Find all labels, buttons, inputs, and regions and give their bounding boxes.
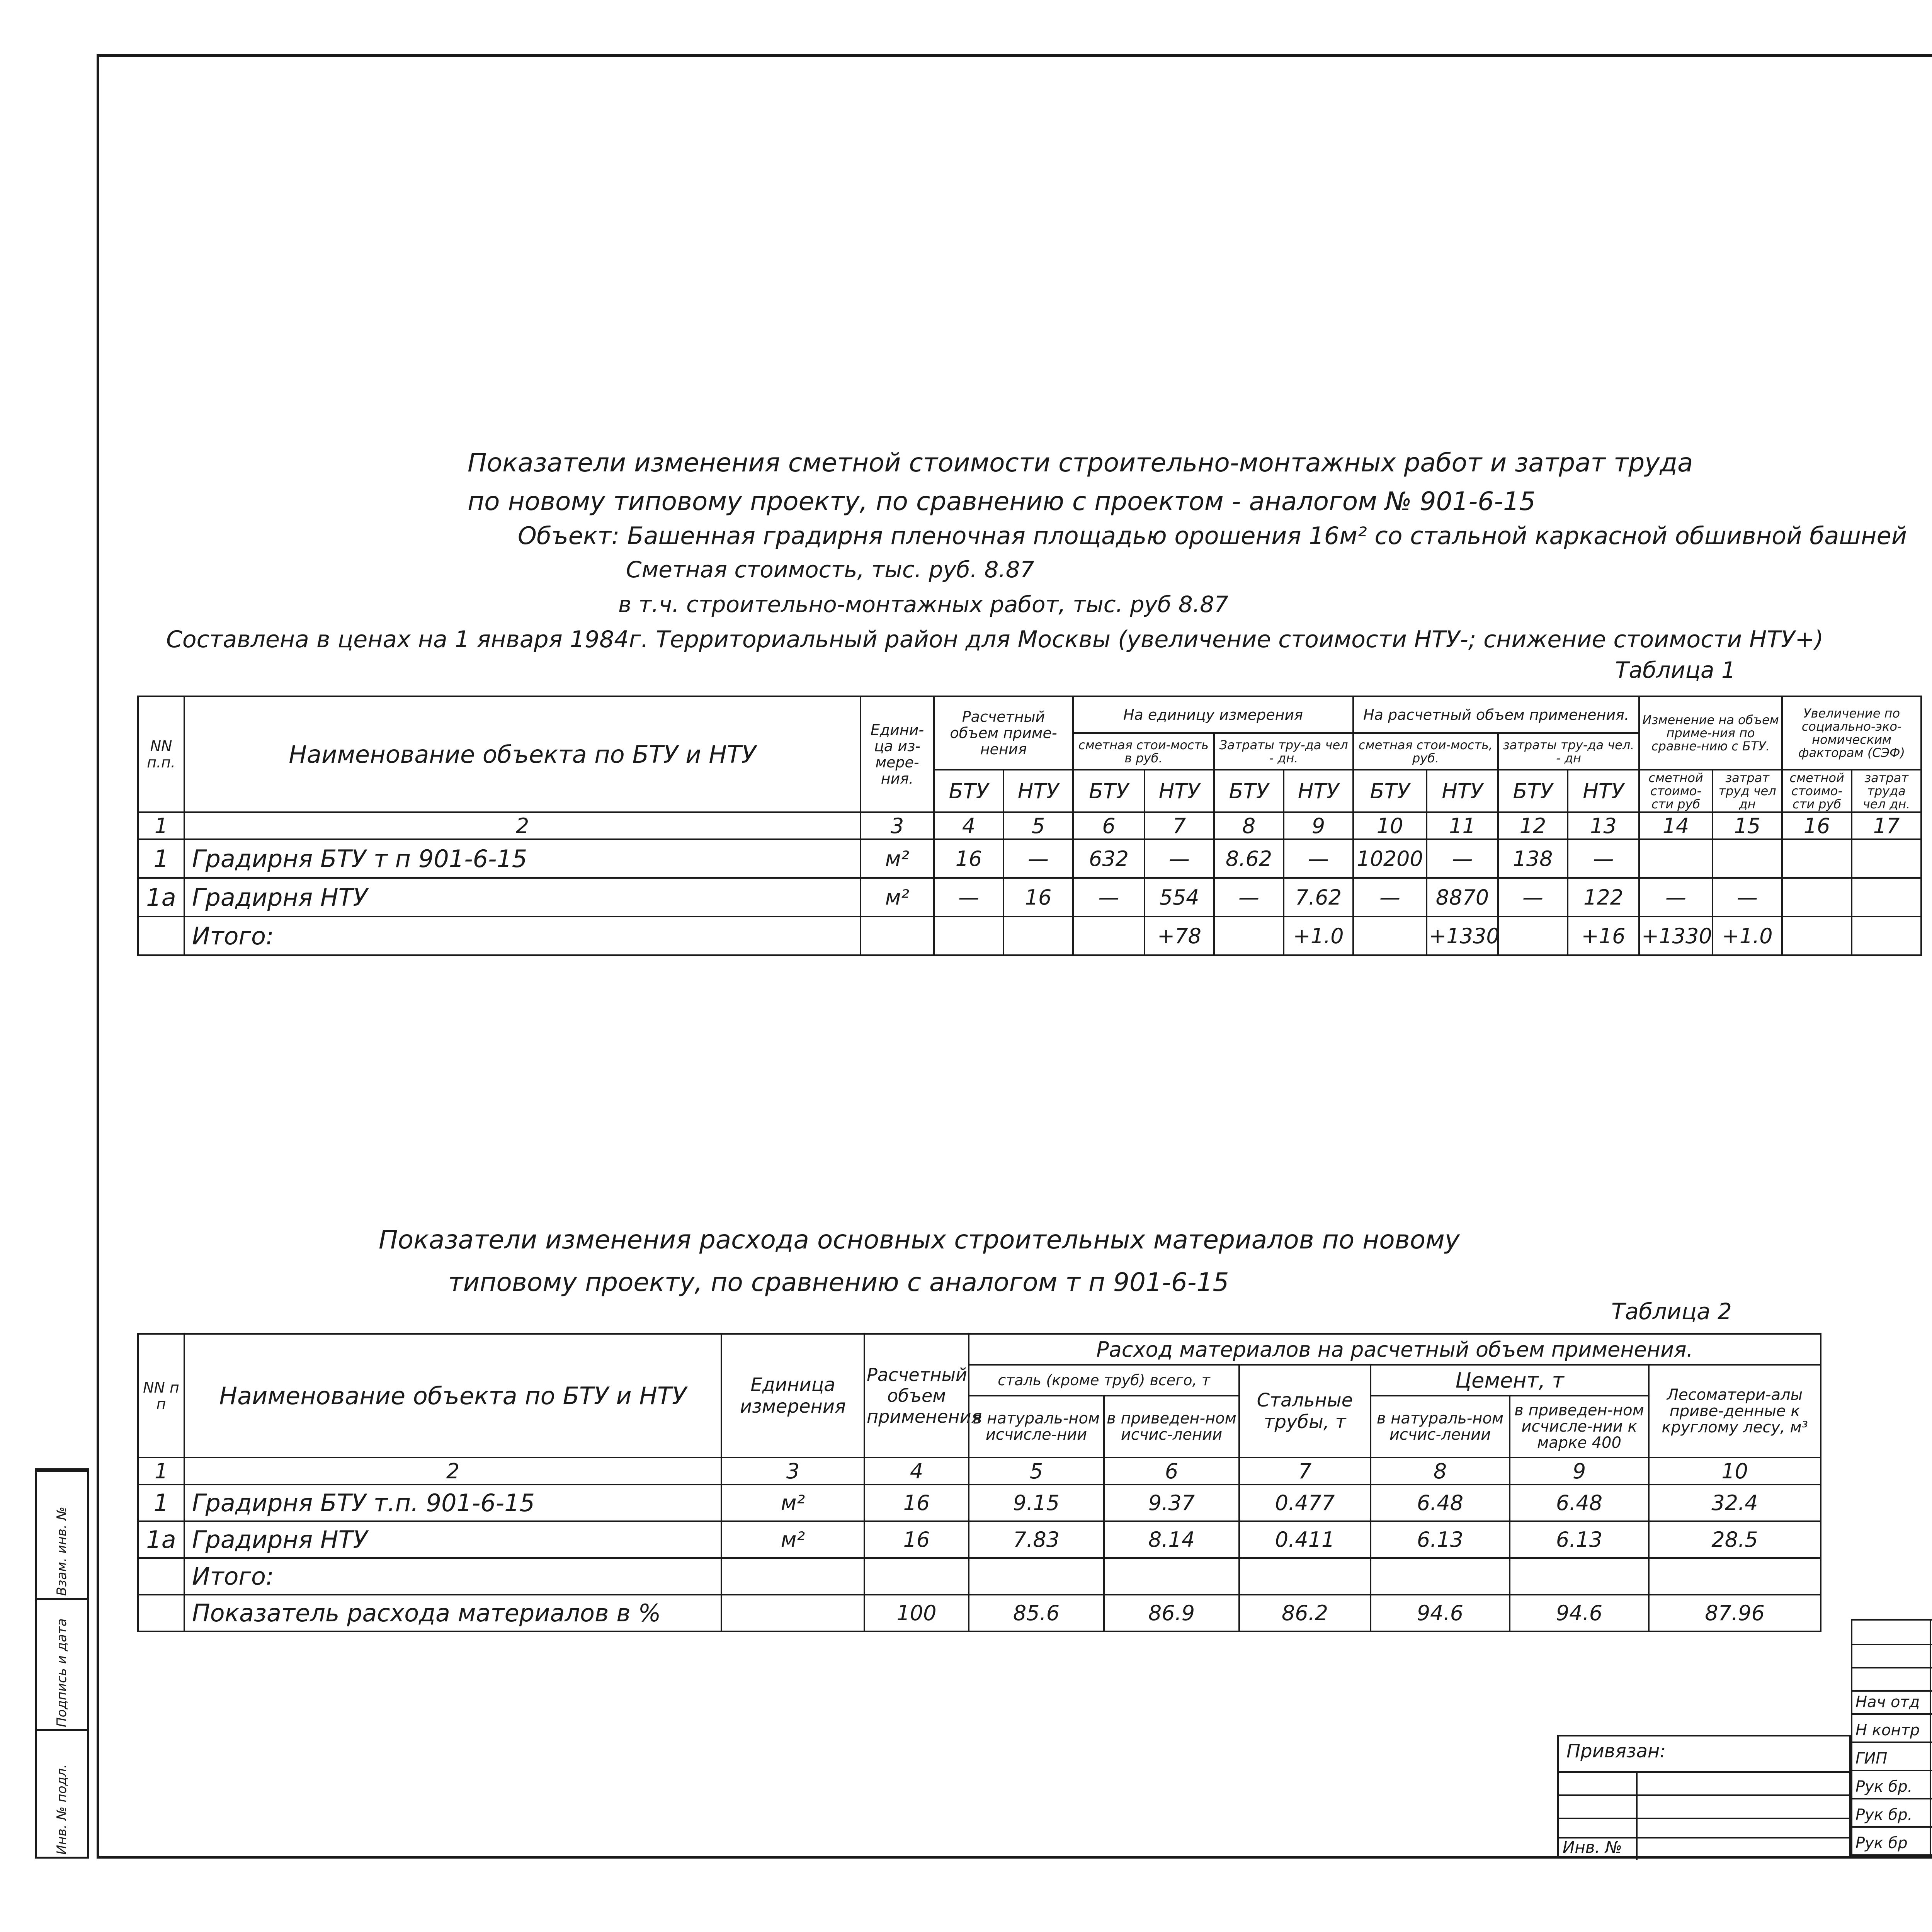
t2-row-cell: 86.2 [1239,1595,1371,1631]
t1-h-per-unit-cost: сметная стои-мость в руб. [1073,733,1214,770]
stamp-role-row [1852,1747,1932,1771]
t1-col-number: 16 [1782,812,1852,839]
t2-col-number: 8 [1371,1458,1510,1485]
table-row [138,1558,1821,1595]
t1-h-total-cost: сметная стои-мость, руб. [1353,733,1498,770]
t2-h-cement-red: в приведен-ном исчисле-нии к марке 400 [1510,1396,1649,1458]
t1-row-cell: +1330 [1427,917,1498,955]
t1-h-ntu: НТУ [1145,770,1214,812]
table-row [138,1521,1821,1558]
stamp-role-row [1852,1690,1932,1715]
side-sign-label: Подпись и дата [54,1618,70,1727]
t1-h-change-cost: сметной стоимо-сти руб [1639,770,1713,812]
t2-col-number: 3 [721,1458,864,1485]
t1-row-cell: м² [861,839,934,878]
t1-col-number: 1 [138,812,184,839]
t1-h-change: Изменение на объем приме-ния по сравне-нию с БТУ. [1639,696,1782,770]
t1-h-btu: БТУ [1353,770,1427,812]
t1-h-per-unit: На единицу измерения [1073,696,1353,733]
table1-prices-note: Составлена в ценах на 1 января 1984г. Территориальный район для Москвы (увеличение стоимости НТУ-; снижение стоимости НТУ+) [166,626,1824,653]
t1-row-name: Градирня БТУ т п 901-6-15 [184,839,861,878]
t1-row-cell: 8870 [1427,878,1498,917]
t1-col-number: 13 [1568,812,1639,839]
t2-h-nn: NN п п [138,1334,184,1458]
t2-h-volume: Расчетный объем применения [864,1334,969,1458]
t1-row-cell [1852,917,1921,955]
t1-col-number: 8 [1214,812,1284,839]
t1-row-cell: — [1353,878,1427,917]
table1-heading-line1: Показатели изменения сметной стоимости строительно-монтажных работ и затрат труда [468,448,1693,478]
t2-col-number: 9 [1510,1458,1649,1485]
t1-row-cell [1852,878,1921,917]
t1-row-cell: 16 [934,839,1003,878]
t1-row-cell [1073,917,1145,955]
stamp-role: Нач отд [1855,1693,1920,1711]
t1-h-change-labor: затрат труд чел дн [1713,770,1782,812]
t2-row-nn: 1 [138,1485,184,1521]
table1-object: Объект: Башенная градирня пленочная площадью орошения 16м² со стальной каркасной обшивной башней [518,522,1907,550]
t1-row-cell: 632 [1073,839,1145,878]
t1-row-cell: — [1003,839,1073,878]
title-block [1851,1619,1932,1859]
t2-row-cell: 87.96 [1649,1595,1821,1631]
t1-row-cell: 122 [1568,878,1639,917]
t2-col-number: 1 [138,1458,184,1485]
t2-col-number: 4 [864,1458,969,1485]
t1-row-cell [1498,917,1568,955]
t2-h-steel: сталь (кроме труб) всего, т [969,1365,1239,1396]
t1-col-number: 10 [1353,812,1427,839]
t1-h-btu: БТУ [1073,770,1145,812]
t1-row-cell: 8.62 [1214,839,1284,878]
t2-col-number: 10 [1649,1458,1821,1485]
t1-h-ntu: НТУ [1568,770,1639,812]
t1-col-number: 6 [1073,812,1145,839]
t2-row-cell [1649,1558,1821,1595]
t2-row-cell: 100 [864,1595,969,1631]
t2-h-name: Наименование объекта по БТУ и НТУ [184,1334,721,1458]
table1-smr-cost: в т.ч. строительно-монтажных работ, тыс. руб 8.87 [618,591,1229,617]
t1-h-ntu: НТУ [1427,770,1498,812]
t2-row-cell [1104,1558,1239,1595]
t2-h-wood: Лесоматери-алы приве-денные к круглому лесу, м³ [1649,1365,1821,1458]
t2-row-cell: 0.477 [1239,1485,1371,1521]
table2-heading-line2: типовому проекту, по сравнению с аналогом т п 901-6-15 [448,1267,1229,1297]
t2-row-cell: 6.13 [1510,1521,1649,1558]
t1-col-number: 14 [1639,812,1713,839]
t1-row-cell [861,917,934,955]
t2-row-cell: 0.411 [1239,1521,1371,1558]
t1-h-volume: Расчетный объем приме-нения [934,696,1073,770]
t1-row-cell: — [934,878,1003,917]
t1-row-cell [934,917,1003,955]
t1-col-number: 5 [1003,812,1073,839]
t1-h-btu: БТУ [1498,770,1568,812]
t1-col-number: 17 [1852,812,1921,839]
t1-col-number: 3 [861,812,934,839]
t1-row-cell: 554 [1145,878,1214,917]
t1-row-cell: +1.0 [1284,917,1353,955]
t2-row-name: Итого: [184,1558,721,1595]
t1-h-btu: БТУ [934,770,1003,812]
t1-row-cell: +78 [1145,917,1214,955]
t1-row-cell: 138 [1498,839,1568,878]
t1-row-nn: 1а [138,878,184,917]
t2-row-cell: 94.6 [1371,1595,1510,1631]
t1-row-cell: — [1498,878,1568,917]
table1-heading-line2: по новому типовому проекту, по сравнению с проектом - аналогом № 901-6-15 [468,486,1536,516]
t1-h-name: Наименование объекта по БТУ и НТУ [184,696,861,812]
t2-row-cell: 86.9 [1104,1595,1239,1631]
t2-row-cell: 9.15 [969,1485,1104,1521]
t1-row-cell [1782,839,1852,878]
table2 [137,1333,1821,1632]
t1-row-cell: 7.62 [1284,878,1353,917]
t2-row-name: Градирня НТУ [184,1521,721,1558]
t1-row-cell [1852,839,1921,878]
t1-row-cell [1782,917,1852,955]
t2-row-cell: 8.14 [1104,1521,1239,1558]
t2-row-nn [138,1558,184,1595]
t2-row-cell [1371,1558,1510,1595]
t2-col-number: 6 [1104,1458,1239,1485]
t2-row-cell: 94.6 [1510,1595,1649,1631]
t2-row-cell [969,1558,1104,1595]
t1-row-cell: — [1073,878,1145,917]
t2-row-cell [721,1558,864,1595]
t2-col-number: 5 [969,1458,1104,1485]
t2-col-number: 7 [1239,1458,1371,1485]
t1-row-cell [1353,917,1427,955]
privyazka-box [1557,1735,1851,1859]
t2-row-cell: м² [721,1485,864,1521]
side-podl-label: Инв. № подл. [54,1764,70,1855]
t2-row-nn: 1а [138,1521,184,1558]
t1-h-ntu: НТУ [1003,770,1073,812]
stamp-role: Рук бр. [1855,1778,1913,1796]
stamp-role-row [1852,1718,1932,1743]
t1-row-cell: — [1713,878,1782,917]
t1-row-cell [1214,917,1284,955]
side-inv-label: Взам. инв. № [54,1507,70,1596]
table-row [138,878,1921,917]
t1-row-cell [1782,878,1852,917]
privyazan-label: Привязан: [1566,1740,1666,1762]
t1-h-increase-labor: затрат труда чел дн. [1852,770,1921,812]
t2-col-number: 2 [184,1458,721,1485]
t2-row-cell: 6.13 [1371,1521,1510,1558]
t2-h-pipes: Стальные трубы, т [1239,1365,1371,1458]
t1-row-cell: — [1145,839,1214,878]
t2-row-cell: 9.37 [1104,1485,1239,1521]
table2-label: Таблица 2 [1611,1298,1732,1325]
t1-h-btu: БТУ [1214,770,1284,812]
stamp-role: Рук бр. [1855,1806,1913,1824]
t1-row-cell [1713,839,1782,878]
t1-row-cell: +16 [1568,917,1639,955]
stamp-role-row [1852,1803,1932,1828]
t2-row-cell [864,1558,969,1595]
table1-cost: Сметная стоимость, тыс. руб. 8.87 [626,556,1034,583]
t1-h-increase-cost: сметной стоимо-сти руб [1782,770,1852,812]
t1-column-numbers [138,812,1921,839]
t1-col-number: 2 [184,812,861,839]
t2-row-cell: 28.5 [1649,1521,1821,1558]
t1-row-name: Градирня НТУ [184,878,861,917]
t2-row-cell: 7.83 [969,1521,1104,1558]
inv-label: Инв. № [1563,1838,1622,1857]
stamp-role-row [1852,1831,1932,1856]
t2-row-cell [1239,1558,1371,1595]
t2-h-cement: Цемент, т [1371,1365,1649,1396]
t1-row-cell: +1330 [1639,917,1713,955]
t1-col-number: 12 [1498,812,1568,839]
t1-h-total-labor: затраты тру-да чел. - дн [1498,733,1639,770]
t2-row-cell: 85.6 [969,1595,1104,1631]
table-row [138,839,1921,878]
t1-row-cell: 10200 [1353,839,1427,878]
t2-h-steel-nat: в натураль-ном исчисле-нии [969,1396,1104,1458]
t2-h-unit: Единица измерения [721,1334,864,1458]
stamp-role: ГИП [1855,1750,1888,1767]
t1-row-name: Итого: [184,917,861,955]
t1-h-total: На расчетный объем применения. [1353,696,1639,733]
t2-row-name: Показатель расхода материалов в % [184,1595,721,1631]
t2-row-cell: 16 [864,1485,969,1521]
t1-col-number: 11 [1427,812,1498,839]
t2-h-steel-red: в приведен-ном исчис-лении [1104,1396,1239,1458]
stamp-role: Рук бр [1855,1834,1908,1852]
t1-row-nn [138,917,184,955]
t1-h-ntu: НТУ [1284,770,1353,812]
t1-col-number: 7 [1145,812,1214,839]
t2-row-name: Градирня БТУ т.п. 901-6-15 [184,1485,721,1521]
t1-col-number: 9 [1284,812,1353,839]
t2-row-cell [721,1595,864,1631]
t1-h-per-unit-labor: Затраты тру-да чел - дн. [1214,733,1353,770]
side-stamp [35,1468,89,1859]
table-row [138,1485,1821,1521]
t2-row-cell: м² [721,1521,864,1558]
t1-row-cell [1003,917,1073,955]
t1-col-number: 15 [1713,812,1782,839]
table1-label: Таблица 1 [1615,657,1736,683]
t2-row-cell [1510,1558,1649,1595]
t1-col-number: 4 [934,812,1003,839]
stamp-role-row [1852,1775,1932,1799]
table1 [137,696,1922,956]
t2-row-cell: 6.48 [1510,1485,1649,1521]
t1-row-cell: — [1427,839,1498,878]
t2-h-cement-nat: в натураль-ном исчис-лении [1371,1396,1510,1458]
t1-row-nn: 1 [138,839,184,878]
t2-h-group: Расход материалов на расчетный объем применения. [969,1334,1821,1365]
t1-row-cell [1639,839,1713,878]
t1-row-cell: +1.0 [1713,917,1782,955]
t2-row-nn [138,1595,184,1631]
t1-h-unit: Едини-ца из-мере-ния. [861,696,934,812]
t1-row-cell: — [1639,878,1713,917]
stamp-role: Н контр [1855,1721,1920,1739]
table-row [138,917,1921,955]
t1-row-cell: — [1568,839,1639,878]
t1-row-cell: — [1284,839,1353,878]
t1-row-cell: — [1214,878,1284,917]
t2-row-cell: 6.48 [1371,1485,1510,1521]
t2-row-cell: 16 [864,1521,969,1558]
t2-row-cell: 32.4 [1649,1485,1821,1521]
table2-heading-line1: Показатели изменения расхода основных строительных материалов по новому [379,1225,1460,1255]
t1-row-cell: 16 [1003,878,1073,917]
table-row [138,1595,1821,1631]
t1-row-cell: м² [861,878,934,917]
t1-h-increase: Увеличение по социально-эко-номическим факторам (СЭФ) [1782,696,1921,770]
t2-column-numbers [138,1458,1821,1485]
t1-h-nn: NN п.п. [138,696,184,812]
